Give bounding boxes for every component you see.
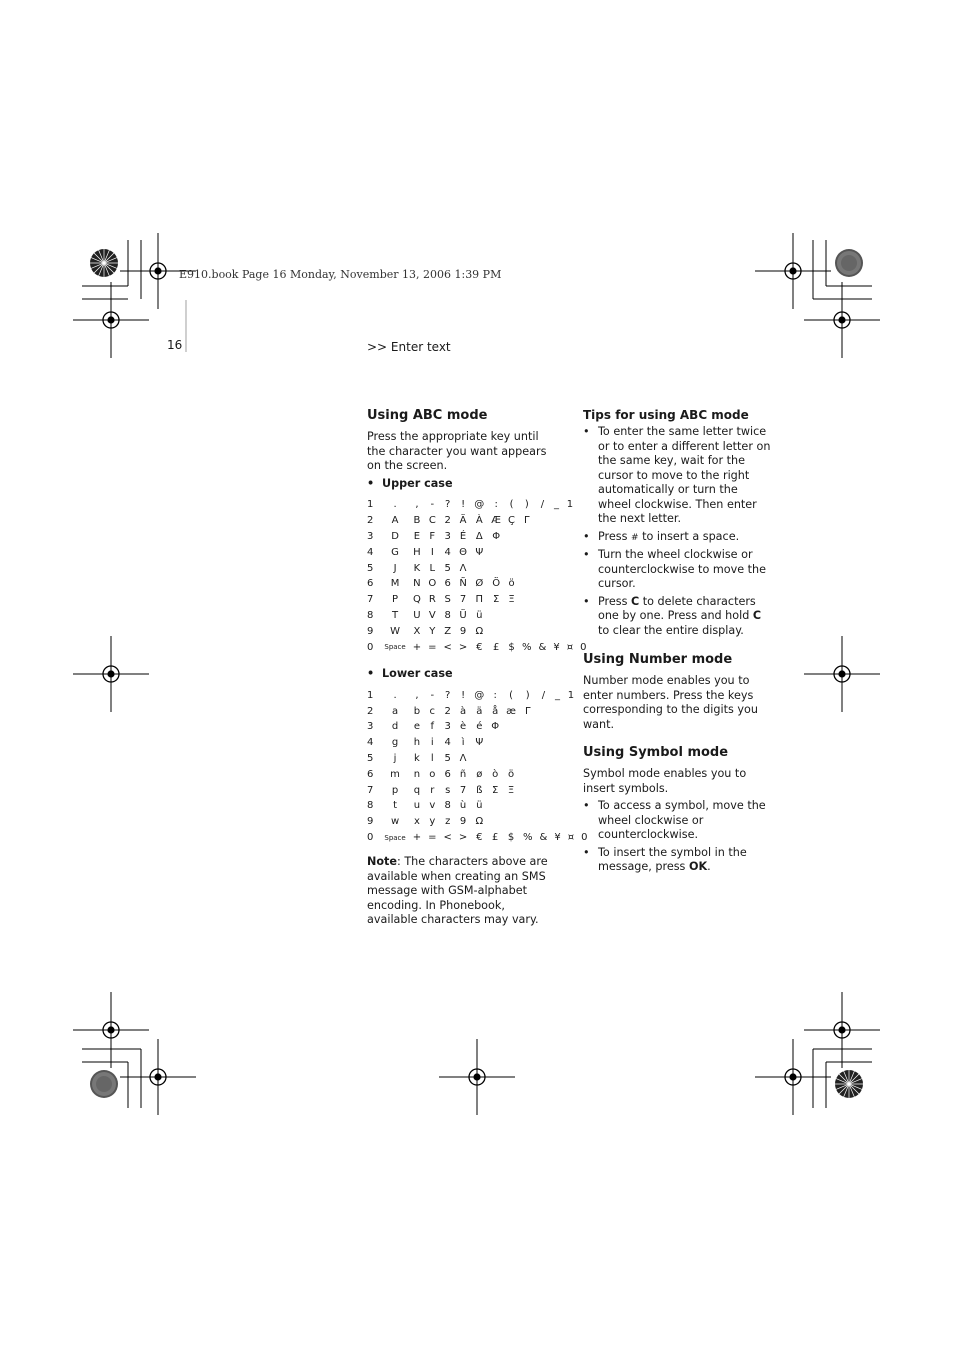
char-cell: Ç — [508, 515, 516, 527]
char-cell: C — [428, 515, 436, 527]
char-row — [367, 687, 590, 703]
char-cell: ! — [461, 689, 466, 701]
char-cell: Ø — [475, 578, 484, 590]
symbol-item — [583, 846, 773, 875]
key-number: 7 — [367, 594, 374, 606]
char-cell: & — [539, 832, 548, 844]
char-cell: ñ — [459, 768, 467, 780]
char-row — [367, 608, 589, 624]
char-cell: F — [429, 530, 436, 542]
char-row — [367, 798, 590, 814]
symbol-text: . — [707, 860, 711, 873]
char-cell: ü — [476, 609, 483, 621]
char-cell: 4 — [444, 546, 451, 558]
char-cell: > — [458, 641, 468, 653]
char-cell: 7 — [459, 784, 467, 796]
char-cell: 3 — [444, 721, 451, 733]
char-cell: h — [413, 737, 421, 749]
char-row — [367, 560, 589, 576]
char-cell: £ — [492, 641, 500, 653]
char-cell: U — [413, 609, 421, 621]
ok-key-label: OK — [688, 860, 708, 873]
char-cell: j — [393, 753, 397, 765]
char-cell: R — [428, 594, 436, 606]
char-cell: _ — [554, 499, 560, 511]
char-cell: q — [413, 784, 421, 796]
key-number: 3 — [367, 721, 374, 733]
char-cell: à — [460, 705, 467, 717]
char-cell: W — [390, 625, 400, 637]
key-number: 9 — [367, 816, 374, 828]
char-cell: t — [393, 800, 397, 812]
char-cell: e — [413, 721, 420, 733]
char-cell: £ — [492, 832, 499, 844]
char-row — [367, 766, 590, 782]
char-cell: x — [413, 816, 420, 828]
key-number: 8 — [367, 609, 374, 621]
char-cell: c — [429, 705, 436, 717]
char-cell: 4 — [444, 737, 451, 749]
char-cell: _ — [555, 689, 560, 701]
char-cell: À — [475, 515, 483, 527]
key-number: 5 — [367, 562, 374, 574]
char-cell: Space — [384, 833, 406, 842]
tip-text: Press — [598, 594, 631, 608]
print-header: E910.book Page 16 Monday, November 13, 2006 1:39 PM — [179, 268, 502, 281]
char-cell: Ω — [475, 816, 484, 828]
char-row — [367, 529, 589, 545]
char-cell: , — [415, 499, 419, 511]
char-cell: ¤ — [567, 832, 575, 844]
char-cell: T — [391, 609, 399, 621]
char-row — [367, 735, 590, 751]
char-cell: 5 — [444, 562, 451, 574]
char-cell: 7 — [459, 594, 467, 606]
char-cell: < — [443, 641, 452, 653]
char-cell: 1 — [566, 499, 574, 511]
char-cell: € — [476, 641, 483, 653]
char-cell: Ξ — [508, 594, 515, 606]
char-cell: . — [393, 499, 397, 511]
char-cell: - — [430, 689, 435, 701]
char-cell: $ — [507, 832, 515, 844]
char-cell: v — [429, 800, 436, 812]
char-cell: Ψ — [475, 546, 484, 558]
char-cell: H — [413, 546, 421, 558]
char-cell: G — [391, 546, 399, 558]
char-cell: ü — [476, 800, 483, 812]
note-text: : The characters above are available when creating an SMS message with GSM-alphabet encoding. In Phonebook, available characters may vary. — [367, 855, 548, 927]
char-cell: ) — [525, 689, 530, 701]
char-cell: Θ — [459, 546, 468, 558]
char-cell: w — [390, 816, 400, 828]
char-cell: % — [522, 641, 532, 653]
char-cell: 3 — [444, 530, 451, 542]
symbol-mode-text: Symbol mode enables you to insert symbols. — [583, 767, 747, 795]
char-cell: $ — [508, 641, 515, 653]
symbol-mode-heading: Using Symbol mode — [583, 745, 729, 760]
tip-text: to delete characters one by one. Press and hold — [598, 594, 756, 622]
key-number: 1 — [367, 499, 374, 511]
char-cell: / — [541, 689, 546, 701]
tip-text: Press — [598, 529, 631, 543]
char-cell: ¥ — [553, 641, 560, 653]
abc-mode-intro: Press the appropriate key until the character you want appears on the screen. — [367, 430, 547, 472]
char-cell: - — [430, 499, 435, 511]
char-row — [367, 623, 589, 639]
tip-text: to insert a space. — [638, 529, 740, 543]
char-cell: Δ — [475, 530, 483, 542]
char-cell: Ä — [459, 515, 467, 527]
char-cell: ( — [509, 499, 514, 511]
char-cell: Φ — [492, 530, 501, 542]
char-cell: Æ — [491, 515, 502, 527]
key-number: 0 — [367, 832, 374, 844]
char-cell: 5 — [444, 753, 451, 765]
char-cell: Ω — [475, 625, 484, 637]
upper-case-label: • Upper case — [367, 477, 557, 492]
char-cell: ! — [461, 499, 466, 511]
char-cell: A — [391, 515, 399, 527]
key-number: 6 — [367, 768, 374, 780]
char-row — [367, 513, 589, 529]
char-cell: u — [413, 800, 421, 812]
char-cell: ) — [524, 499, 529, 511]
char-cell: J — [393, 562, 397, 574]
char-cell: < — [443, 832, 452, 844]
char-cell: y — [429, 816, 436, 828]
char-cell: P — [392, 594, 399, 606]
char-cell: 6 — [444, 768, 451, 780]
abc-mode-heading: Using ABC mode — [367, 408, 488, 423]
char-cell: ¤ — [566, 641, 574, 653]
char-row — [367, 703, 590, 719]
key-number: 7 — [367, 784, 374, 796]
char-cell: = — [428, 641, 437, 653]
char-cell: Ü — [459, 609, 467, 621]
upper-case-table — [367, 497, 589, 655]
char-cell: % — [522, 832, 533, 844]
tip-item — [583, 530, 773, 546]
char-cell: L — [429, 562, 436, 574]
char-cell: g — [391, 737, 399, 749]
char-cell: m — [390, 768, 400, 780]
char-cell: a — [391, 705, 399, 717]
note-paragraph — [367, 855, 557, 928]
char-cell: o — [429, 768, 436, 780]
char-cell: & — [538, 641, 547, 653]
key-number: 5 — [367, 753, 374, 765]
char-cell: € — [476, 832, 483, 844]
char-cell: N — [413, 578, 421, 590]
char-cell: 1 — [567, 689, 575, 701]
char-cell: Λ — [459, 753, 467, 765]
right-column — [583, 408, 773, 878]
char-cell: Φ — [491, 721, 500, 733]
char-row — [367, 814, 590, 830]
tip-item: • To enter the same letter twice or to enter a different letter on the same key, wait for the cursor to move to the right automatically or turn the wheel clockwise. Then enter the next letter. — [583, 425, 773, 527]
char-cell: + — [412, 641, 422, 653]
lower-case-label: • Lower case — [367, 667, 557, 682]
char-row — [367, 497, 589, 513]
key-number: 1 — [367, 689, 374, 701]
char-cell: Ψ — [475, 737, 484, 749]
char-cell: Λ — [459, 562, 467, 574]
hash-key-glyph: # — [631, 532, 639, 543]
char-cell: i — [430, 737, 434, 749]
lower-case-table — [367, 687, 590, 845]
char-cell: ì — [461, 737, 465, 749]
char-cell: ö — [508, 578, 515, 590]
char-cell: > — [458, 832, 468, 844]
char-row — [367, 782, 590, 798]
char-row — [367, 576, 589, 592]
char-cell: @ — [474, 689, 485, 701]
char-cell: ? — [445, 689, 451, 701]
char-cell: ö — [508, 768, 515, 780]
char-cell: 0 — [581, 832, 588, 844]
char-cell: K — [413, 562, 421, 574]
char-row — [367, 639, 589, 655]
char-cell: Σ — [492, 594, 500, 606]
char-cell: Y — [429, 625, 436, 637]
tips-heading: Tips for using ABC mode — [583, 408, 749, 422]
char-cell: X — [413, 625, 421, 637]
char-cell: Γ — [524, 705, 531, 717]
char-cell: s — [445, 784, 451, 796]
key-number: 9 — [367, 625, 374, 637]
char-cell: ß — [476, 784, 483, 796]
char-cell: 6 — [444, 578, 451, 590]
char-cell: 2 — [444, 705, 451, 717]
char-cell: O — [428, 578, 437, 590]
symbol-text: To insert the symbol in the message, press — [598, 845, 747, 873]
c-key-label: C — [752, 609, 762, 622]
char-cell: ø — [476, 768, 483, 780]
char-cell: D — [391, 530, 399, 542]
char-cell: z — [445, 816, 451, 828]
char-cell: 9 — [459, 625, 467, 637]
char-cell: Σ — [492, 784, 499, 796]
note-label: Note — [367, 855, 397, 869]
char-cell: M — [390, 578, 400, 590]
key-number: 4 — [367, 737, 374, 749]
key-number: 4 — [367, 546, 374, 558]
char-cell: 8 — [444, 609, 451, 621]
char-cell: : — [494, 499, 498, 511]
char-cell: + — [412, 832, 422, 844]
char-cell: É — [459, 530, 467, 542]
number-mode-text: Number mode enables you to enter numbers. Press the keys corresponding to the digits you want. — [583, 674, 758, 731]
char-cell: Ö — [492, 578, 501, 590]
char-cell: Ñ — [459, 578, 467, 590]
char-cell: : — [493, 689, 497, 701]
char-cell: è — [460, 721, 467, 733]
char-cell: 8 — [444, 800, 451, 812]
char-cell: Z — [444, 625, 452, 637]
char-cell: Ξ — [507, 784, 515, 796]
symbol-item: • To access a symbol, move the wheel clockwise or counterclockwise. — [583, 799, 773, 843]
char-cell: 0 — [580, 641, 587, 653]
char-cell: é — [476, 721, 483, 733]
tip-text: to clear the entire display. — [598, 623, 744, 637]
char-cell: S — [444, 594, 451, 606]
key-number: 6 — [367, 578, 374, 590]
char-cell: = — [428, 832, 437, 844]
char-cell: n — [413, 768, 421, 780]
char-cell: , — [415, 689, 419, 701]
char-cell: B — [413, 515, 421, 527]
char-cell: I — [430, 546, 434, 558]
char-cell: d — [391, 721, 399, 733]
key-number: 2 — [367, 705, 374, 717]
char-row — [367, 830, 590, 846]
char-cell: f — [430, 721, 435, 733]
char-cell: Q — [412, 594, 421, 606]
char-cell: ä — [476, 705, 483, 717]
char-cell: ò — [492, 768, 499, 780]
char-row — [367, 592, 589, 608]
char-row — [367, 544, 589, 560]
key-number: 3 — [367, 530, 374, 542]
page-number: 16 — [167, 338, 183, 352]
char-cell: @ — [474, 499, 485, 511]
char-cell: æ — [506, 705, 516, 717]
char-cell: ? — [445, 499, 451, 511]
char-cell: r — [430, 784, 435, 796]
char-cell: / — [540, 499, 545, 511]
breadcrumb: >> Enter text — [367, 340, 451, 354]
char-cell: å — [492, 705, 499, 717]
char-cell: Π — [475, 594, 484, 606]
c-key-label: C — [631, 594, 640, 608]
key-number: 2 — [367, 515, 374, 527]
char-cell: E — [413, 530, 421, 542]
char-cell: l — [430, 753, 434, 765]
char-cell: ¥ — [554, 832, 561, 844]
char-cell: 2 — [444, 515, 451, 527]
char-cell: Space — [384, 643, 406, 652]
number-mode-heading: Using Number mode — [583, 652, 733, 667]
char-cell: p — [391, 784, 399, 796]
char-cell: V — [428, 609, 436, 621]
char-row — [367, 719, 590, 735]
char-cell: Γ — [523, 515, 530, 527]
tip-item — [583, 595, 773, 639]
char-cell: . — [393, 689, 397, 701]
char-cell: k — [414, 753, 420, 765]
tip-item: • Turn the wheel clockwise or counterclockwise to move the cursor. — [583, 548, 773, 592]
char-cell: ù — [459, 800, 467, 812]
char-row — [367, 751, 590, 767]
char-cell: b — [413, 705, 421, 717]
char-cell: 9 — [459, 816, 467, 828]
key-number: 8 — [367, 800, 374, 812]
key-number: 0 — [367, 641, 374, 653]
abc-mode-section — [367, 408, 588, 928]
char-cell: ( — [509, 689, 514, 701]
